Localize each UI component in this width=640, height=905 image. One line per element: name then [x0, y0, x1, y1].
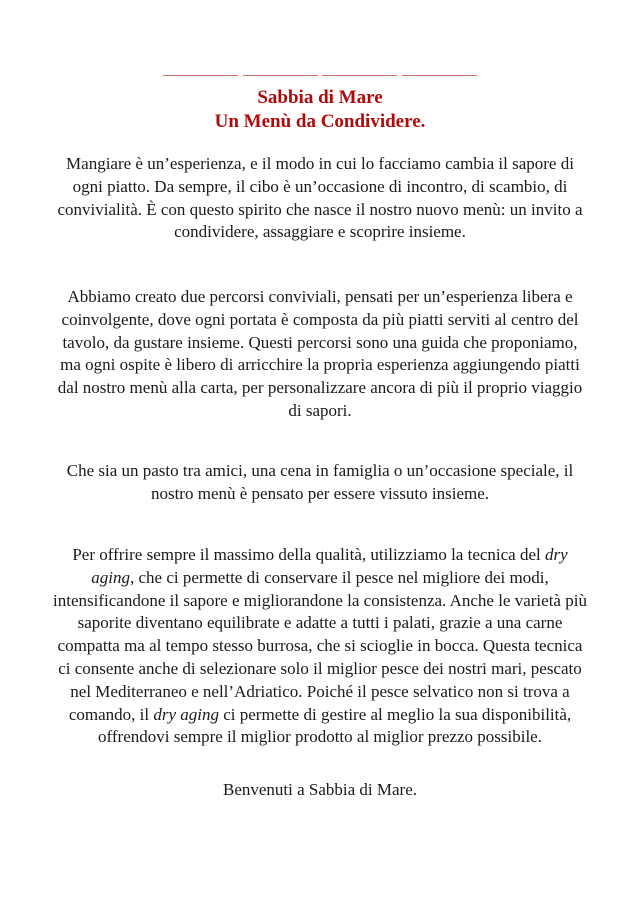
- dry-aging-term: dry aging: [91, 545, 568, 587]
- dry-aging-text-3: ci permette di gestire al meglio la sua disponibilità, offrendovi sempre il miglior prodotto al miglior prezzo possibile.: [98, 704, 572, 747]
- dry-aging-term: dry aging: [153, 704, 219, 724]
- intro-paragraph: Mangiare è un’esperienza, e il modo in cui lo facciamo cambia il sapore di ogni piatto. Da sempre, il cibo è un’occasione di incontro, di scambio, di convivialità. È con questo spirito che nasce il nostro nuovo menù: un invito a condividere, assaggiare e scoprire insieme.: [57, 154, 583, 242]
- decorative-rules: [163, 75, 477, 76]
- closing-line: Benvenuti a Sabbia di Mare.: [222, 780, 418, 799]
- menu-subtitle: Un Menù da Condividere.: [214, 111, 426, 132]
- dry-aging-paragraph: [50, 544, 590, 749]
- title-block: [0, 86, 640, 134]
- restaurant-name: Sabbia di Mare: [257, 87, 383, 108]
- decorative-rule: [243, 75, 318, 76]
- dry-aging-text-2: , che ci permette di conservare il pesce nel migliore dei modi, intensificandone il sapore e migliorandone la consistenza. Anche le varietà più saporite diventano equilibrate e adatte a tutti i palati, grazie a una carne compatta ma al tempo stesso burrosa, che si scioglie in bocca. Questa tecnica ci consente anche di selezionare solo il miglior pesce dei nostri mari, pescato nel Mediterraneo e nell’Adriatico. Poiché il pesce selvatico non si trova a comando, il: [53, 567, 587, 724]
- decorative-rule: [163, 75, 238, 76]
- dry-aging-text-1: Per offrire sempre il massimo della qualità, utilizziamo la tecnica del: [72, 545, 546, 564]
- decorative-rule: [402, 75, 477, 76]
- decorative-rule: [322, 75, 397, 76]
- occasioni-paragraph: Che sia un pasto tra amici, una cena in famiglia o un’occasione speciale, il nostro menù è pensato per essere vissuto insieme.: [66, 461, 574, 503]
- percorsi-paragraph: Abbiamo creato due percorsi conviviali, pensati per un’esperienza libera e coinvolgente, dove ogni portata è composta da più piatti serviti al centro del tavolo, da gustare insieme. Questi percorsi sono una guida che proponiamo, ma ogni ospite è libero di arricchire la propria esperienza aggiungendo piatti dal nostro menù alla carta, per personalizzare ancora di più il proprio viaggio di sapori.: [57, 287, 583, 420]
